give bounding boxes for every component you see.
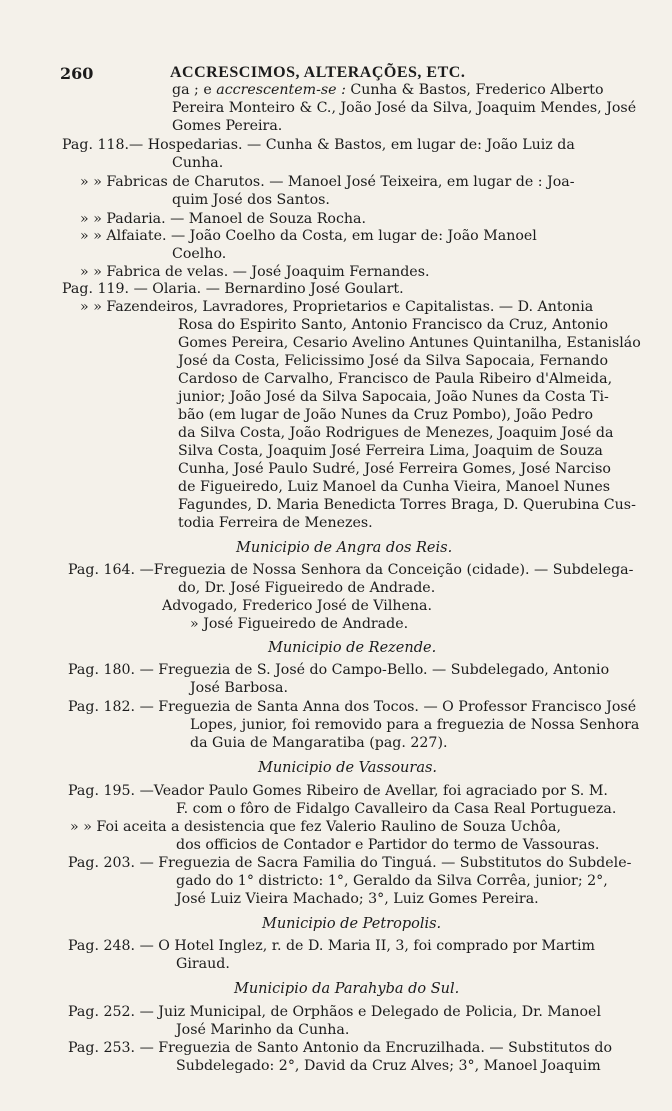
section-heading: Municipio de Angra dos Reis. [236,540,453,556]
text-line: gado do 1° districto: 1°, Geraldo da Silva Corrêa, junior; 2°, [176,873,608,889]
section-heading: Municipio da Parahyba do Sul. [234,981,460,997]
section-heading: Municipio de Vassouras. [258,760,438,776]
text-line: Pag. 164. —Freguezia de Nossa Senhora da Conceição (cidade). — Subdelega- [68,562,634,578]
text-line: Pereira Monteiro & C., João José da Silva, Joaquim Mendes, José [172,100,637,116]
text-line: » » Fazendeiros, Lavradores, Proprietarios e Capitalistas. — D. Antonia [80,299,594,315]
text-line: Subdelegado: 2°, David da Cruz Alves; 3°, Manoel Joaquim [176,1058,601,1074]
text-line: José da Costa, Felicissimo José da Silva Sapocaia, Fernando [178,353,609,369]
text-line: junior; João José da Silva Sapocaia, João Nunes da Costa Ti- [178,389,609,405]
text-line: de Figueiredo, Luiz Manoel da Cunha Vieira, Manoel Nunes [178,479,611,495]
text-line: F. com o fôro de Fidalgo Cavalleiro da Casa Real Portugueza. [176,801,617,817]
text-line: quim José dos Santos. [172,192,330,208]
text-line: Pag. 182. — Freguezia de Santa Anna dos Tocos. — O Professor Francisco José [68,699,637,715]
text-line: Cunha, José Paulo Sudré, José Ferreira Gomes, José Narciso [178,461,611,477]
text-segment: ga ; e [172,82,217,98]
text-line: Pag. 253. — Freguezia de Santo Antonio da Encruzilhada. — Substitutos do [68,1040,613,1056]
text-line: da Silva Costa, João Rodrigues de Menezes, Joaquim José da [178,425,614,441]
page-title: ACCRESCIMOS, ALTERAÇÕES, ETC. [170,64,466,81]
text-line: Pag. 252. — Juiz Municipal, de Orphãos e Delegado de Policia, Dr. Manoel [68,1004,601,1020]
text-line: Fagundes, D. Maria Benedicta Torres Braga, D. Querubina Cus- [178,497,636,513]
text-line: Giraud. [176,956,230,972]
text-line: Cunha. [172,155,224,171]
text-line: Pag. 119. — Olaria. — Bernardino José Goulart. [62,281,404,297]
text-line: do, Dr. José Figueiredo de Andrade. [178,580,436,596]
text-line: Gomes Pereira. [172,118,283,134]
text-line: Cardoso de Carvalho, Francisco de Paula Ribeiro d'Almeida, [178,371,613,387]
text-line: » » Foi aceita a desistencia que fez Valerio Raulino de Souza Uchôa, [70,819,561,835]
page-number: 260 [60,64,94,83]
section-heading: Municipio de Petropolis. [262,916,442,932]
text-line: Pag. 203. — Freguezia de Sacra Familia do Tinguá. — Substitutos do Subdele- [68,855,632,871]
text-line: José Barbosa. [190,680,288,696]
text-segment: Cunha & Bastos, Frederico Alberto [345,82,604,98]
text-line: José Luiz Vieira Machado; 3°, Luiz Gomes Pereira. [176,891,539,907]
text-line: da Guia de Mangaratiba (pag. 227). [190,735,448,751]
text-line: todia Ferreira de Menezes. [178,515,373,531]
text-line: » » Fabricas de Charutos. — Manoel José Teixeira, em lugar de : Joa- [80,174,575,190]
section-heading: Municipio de Rezende. [268,640,437,656]
text-line: Pag. 195. —Veador Paulo Gomes Ribeiro de Avellar, foi agraciado por S. M. [68,783,608,799]
text-line: Lopes, junior, foi removido para a freguezia de Nossa Senhora [190,717,640,733]
text-line: Rosa do Espirito Santo, Antonio Francisco da Cruz, Antonio [178,317,609,333]
text-line: » » Padaria. — Manoel de Souza Rocha. [80,211,366,227]
text-line: » » Alfaiate. — João Coelho da Costa, em lugar de: João Manoel [80,228,537,244]
text-line: dos officios de Contador e Partidor do termo de Vassouras. [176,837,600,853]
italic-segment: accrescentem-se : [216,82,346,98]
text-line: Silva Costa, Joaquim José Ferreira Lima, Joaquim de Souza [178,443,603,459]
text-line: Gomes Pereira, Cesario Avelino Antunes Quintanilha, Estanisláo [178,335,641,351]
text-line: bão (em lugar de João Nunes da Cruz Pombo), João Pedro [178,407,593,423]
text-line: José Marinho da Cunha. [176,1022,350,1038]
text-line: Advogado, Frederico José de Vilhena. [162,598,432,614]
text-line: Coelho. [172,246,227,262]
text-line [172,82,604,99]
text-line: » José Figueiredo de Andrade. [190,616,409,632]
text-line: Pag. 118.— Hospedarias. — Cunha & Bastos, em lugar de: João Luiz da [62,137,575,153]
text-line: Pag. 180. — Freguezia de S. José do Campo-Bello. — Subdelegado, Antonio [68,662,610,678]
text-line: Pag. 248. — O Hotel Inglez, r. de D. Maria II, 3, foi comprado por Martim [68,938,595,954]
text-line: » » Fabrica de velas. — José Joaquim Fernandes. [80,264,430,280]
